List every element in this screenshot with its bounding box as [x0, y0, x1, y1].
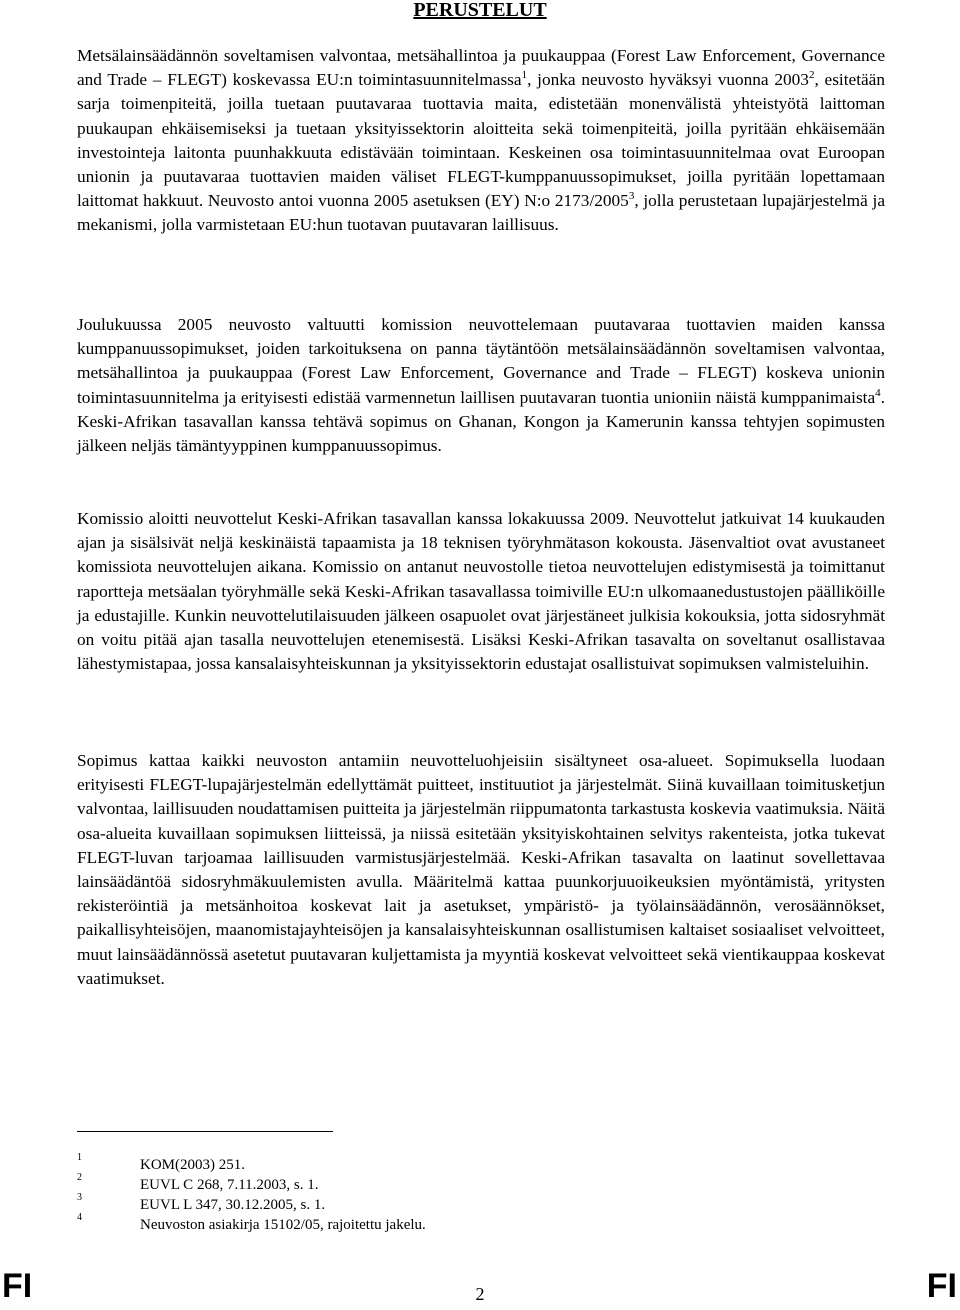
paragraph-3: Komissio aloitti neuvottelut Keski-Afrikan tasavallan kanssa lokakuussa 2009. Neuvottelut jatkuivat 14 kuukauden ajan ja sisälsivät neljä keskinäistä tapaamista ja 18 teknisen työryhmätason kokousta. Jäsenvaltiot ovat avustaneet komissiota neuvottelujen aikana. Komissio on antanut neuvostolle tietoa neuvottelujen edistymisestä ja toimittanut raportteja metsäalan työryhmälle sekä Keski-Afrikan tasavallassa toimiville EU:n ulkomaanedustustojen päälliköille ja edustajille. Kunkin neuvottelutilaisuuden jälkeen osapuolet ovat järjestäneet julkisia kokouksia, jotta sidosryhmät on voitu pitää ajan tasalla neuvottelujen etenemisestä. Lisäksi Keski-Afrikan tasavalta on soveltanut osallistavaa lähestymistapaa, jossa kansalaisyhteiskunnan ja yksityissektorin edustajat osallistuivat sopimuksen valmisteluihin. — [77, 509, 885, 674]
footnote-text: EUVL L 347, 30.12.2005, s. 1. — [140, 1197, 326, 1213]
footnote-number: 4 — [77, 1212, 82, 1223]
footnote-number: 1 — [77, 1152, 82, 1163]
footnote-text: Neuvoston asiakirja 15102/05, rajoitettu jakelu. — [140, 1217, 426, 1233]
paragraph-2-text-b: . Keski-Afrikan tasavallan kanssa tehtävä sopimus on Ghanan, Kongon ja Kamerunin kanssa tehtyjen sopimusten jälkeen neljäs tämäntyyppinen kumppanuussopimus. — [77, 387, 885, 456]
paragraph-1-text-d: , jolla perustetaan lupajärjestelmä ja mekanismi, jolla varmistetaan EU:hun tuotavan puutavaran laillisuus. — [77, 191, 885, 235]
footnote-ref-2[interactable]: 2 — [808, 69, 815, 82]
footnote-number: 3 — [77, 1192, 82, 1203]
paragraph-2-text-a: Joulukuussa 2005 neuvosto valtuutti komission neuvottelemaan puutavaraa tuottavien maiden kanssa kumppanuussopimukset, joiden tarkoituksena on panna täytäntöön metsälainsäädännön soveltamisen valvontaa, metsähallintoa ja puukauppaa (Forest Law Enforcement, Governance and Trade – FLEGT) koskeva unionin toimintasuunnitelma ja erityisesti edistää varmennetun laillisen puutavaran tuontia unioniin näistä kumppanimaista — [77, 315, 885, 407]
footnote-number: 2 — [77, 1172, 82, 1183]
paragraph-1-text-a: Metsälainsäädännön soveltamisen valvontaa, metsähallintoa ja puukauppaa (Forest Law Enforcement, Governance and Trade – FLEGT) koskevassa EU:n toimintasuunnitelmassa — [77, 46, 885, 90]
paragraph-4: Sopimus kattaa kaikki neuvoston antamiin neuvotteluohjeisiin sisältyneet osa-alueet. Sopimuksella luodaan erityisesti FLEGT-lupajärjestelmän edellyttämät puitteet, instituutiot ja järjestelmät. Siinä kuvaillaan toimitusketjun valvontaa, laillisuuden noudattamisen puitteita ja järjestelmän riippumatonta tarkastusta koskevia vaatimuksia. Näitä osa-alueita kuvaillaan sopimuksen liitteissä, ja niissä esitetään yksityiskohtainen selvitys rakenteista, jotka tukevat FLEGT-luvan tarjoamaa laillisuuden varmistusjärjestelmää. Keski-Afrikan tasavalta on laatinut sovellettavaa lainsäädäntöä sidosryhmäkuulemisten avulla. Määritelmä kattaa puunkorjuuoikeuksien myöntämistä, yritysten rekisteröintiä ja metsänhoitoa koskevat lait ja asetukset, ympäristö- ja työlainsäädännön, verosäännökset, paikallisyhteisöjen, maanomistajayhteisöjen ja kansalaisyhteiskunnan osallistumisen kaltaiset sosiaaliset velvoitteet, muut lainsäädännössä asetetut puutavaran kuljettamista ja myyntiä koskevat velvoitteet sekä vientikauppaa koskevat vaatimukset. — [77, 751, 885, 988]
paragraph-1-text-c: , esitetään sarja toimenpiteitä, joilla tuetaan puutavaraa tuottavia maita, edistetään monenvälistä yhteistyötä laittoman puukaupan ehkäisemiseksi ja tuetaan yksityissektorin aloitteita sekä toimenpiteitä, joilla pyritään ehkäisemään investointeja laitonta puunhakkuuta edistävään toimintaan. Keskeinen osa toimintasuunnitelmaa ovat Euroopan unionin ja puutavaraa tuottavien maiden väliset FLEGT-kumppanuussopimukset, joilla pyritään lopettamaan laittomat hakkuut. Neuvosto antoi vuonna 2005 asetuksen (EY) N:o 2173/2005 — [77, 70, 885, 211]
footnote-separator — [77, 1131, 333, 1132]
footnote-text: EUVL C 268, 7.11.2003, s. 1. — [140, 1177, 319, 1193]
paragraph-2 — [77, 313, 885, 458]
footer-language-right: FI — [926, 1267, 957, 1305]
page-title: PERUSTELUT — [413, 0, 547, 21]
page-number: 2 — [475, 1284, 485, 1304]
footnote-ref-4[interactable]: 4 — [875, 386, 881, 399]
paragraph-1 — [77, 44, 885, 238]
footnote-text: KOM(2003) 251. — [140, 1157, 245, 1173]
footnote-ref-3[interactable]: 3 — [628, 190, 635, 203]
footer-language-left: FI — [2, 1267, 33, 1305]
footnote-ref-1[interactable]: 1 — [521, 69, 528, 82]
paragraph-1-text-b: , jonka neuvosto hyväksyi vuonna 2003 — [527, 70, 809, 90]
